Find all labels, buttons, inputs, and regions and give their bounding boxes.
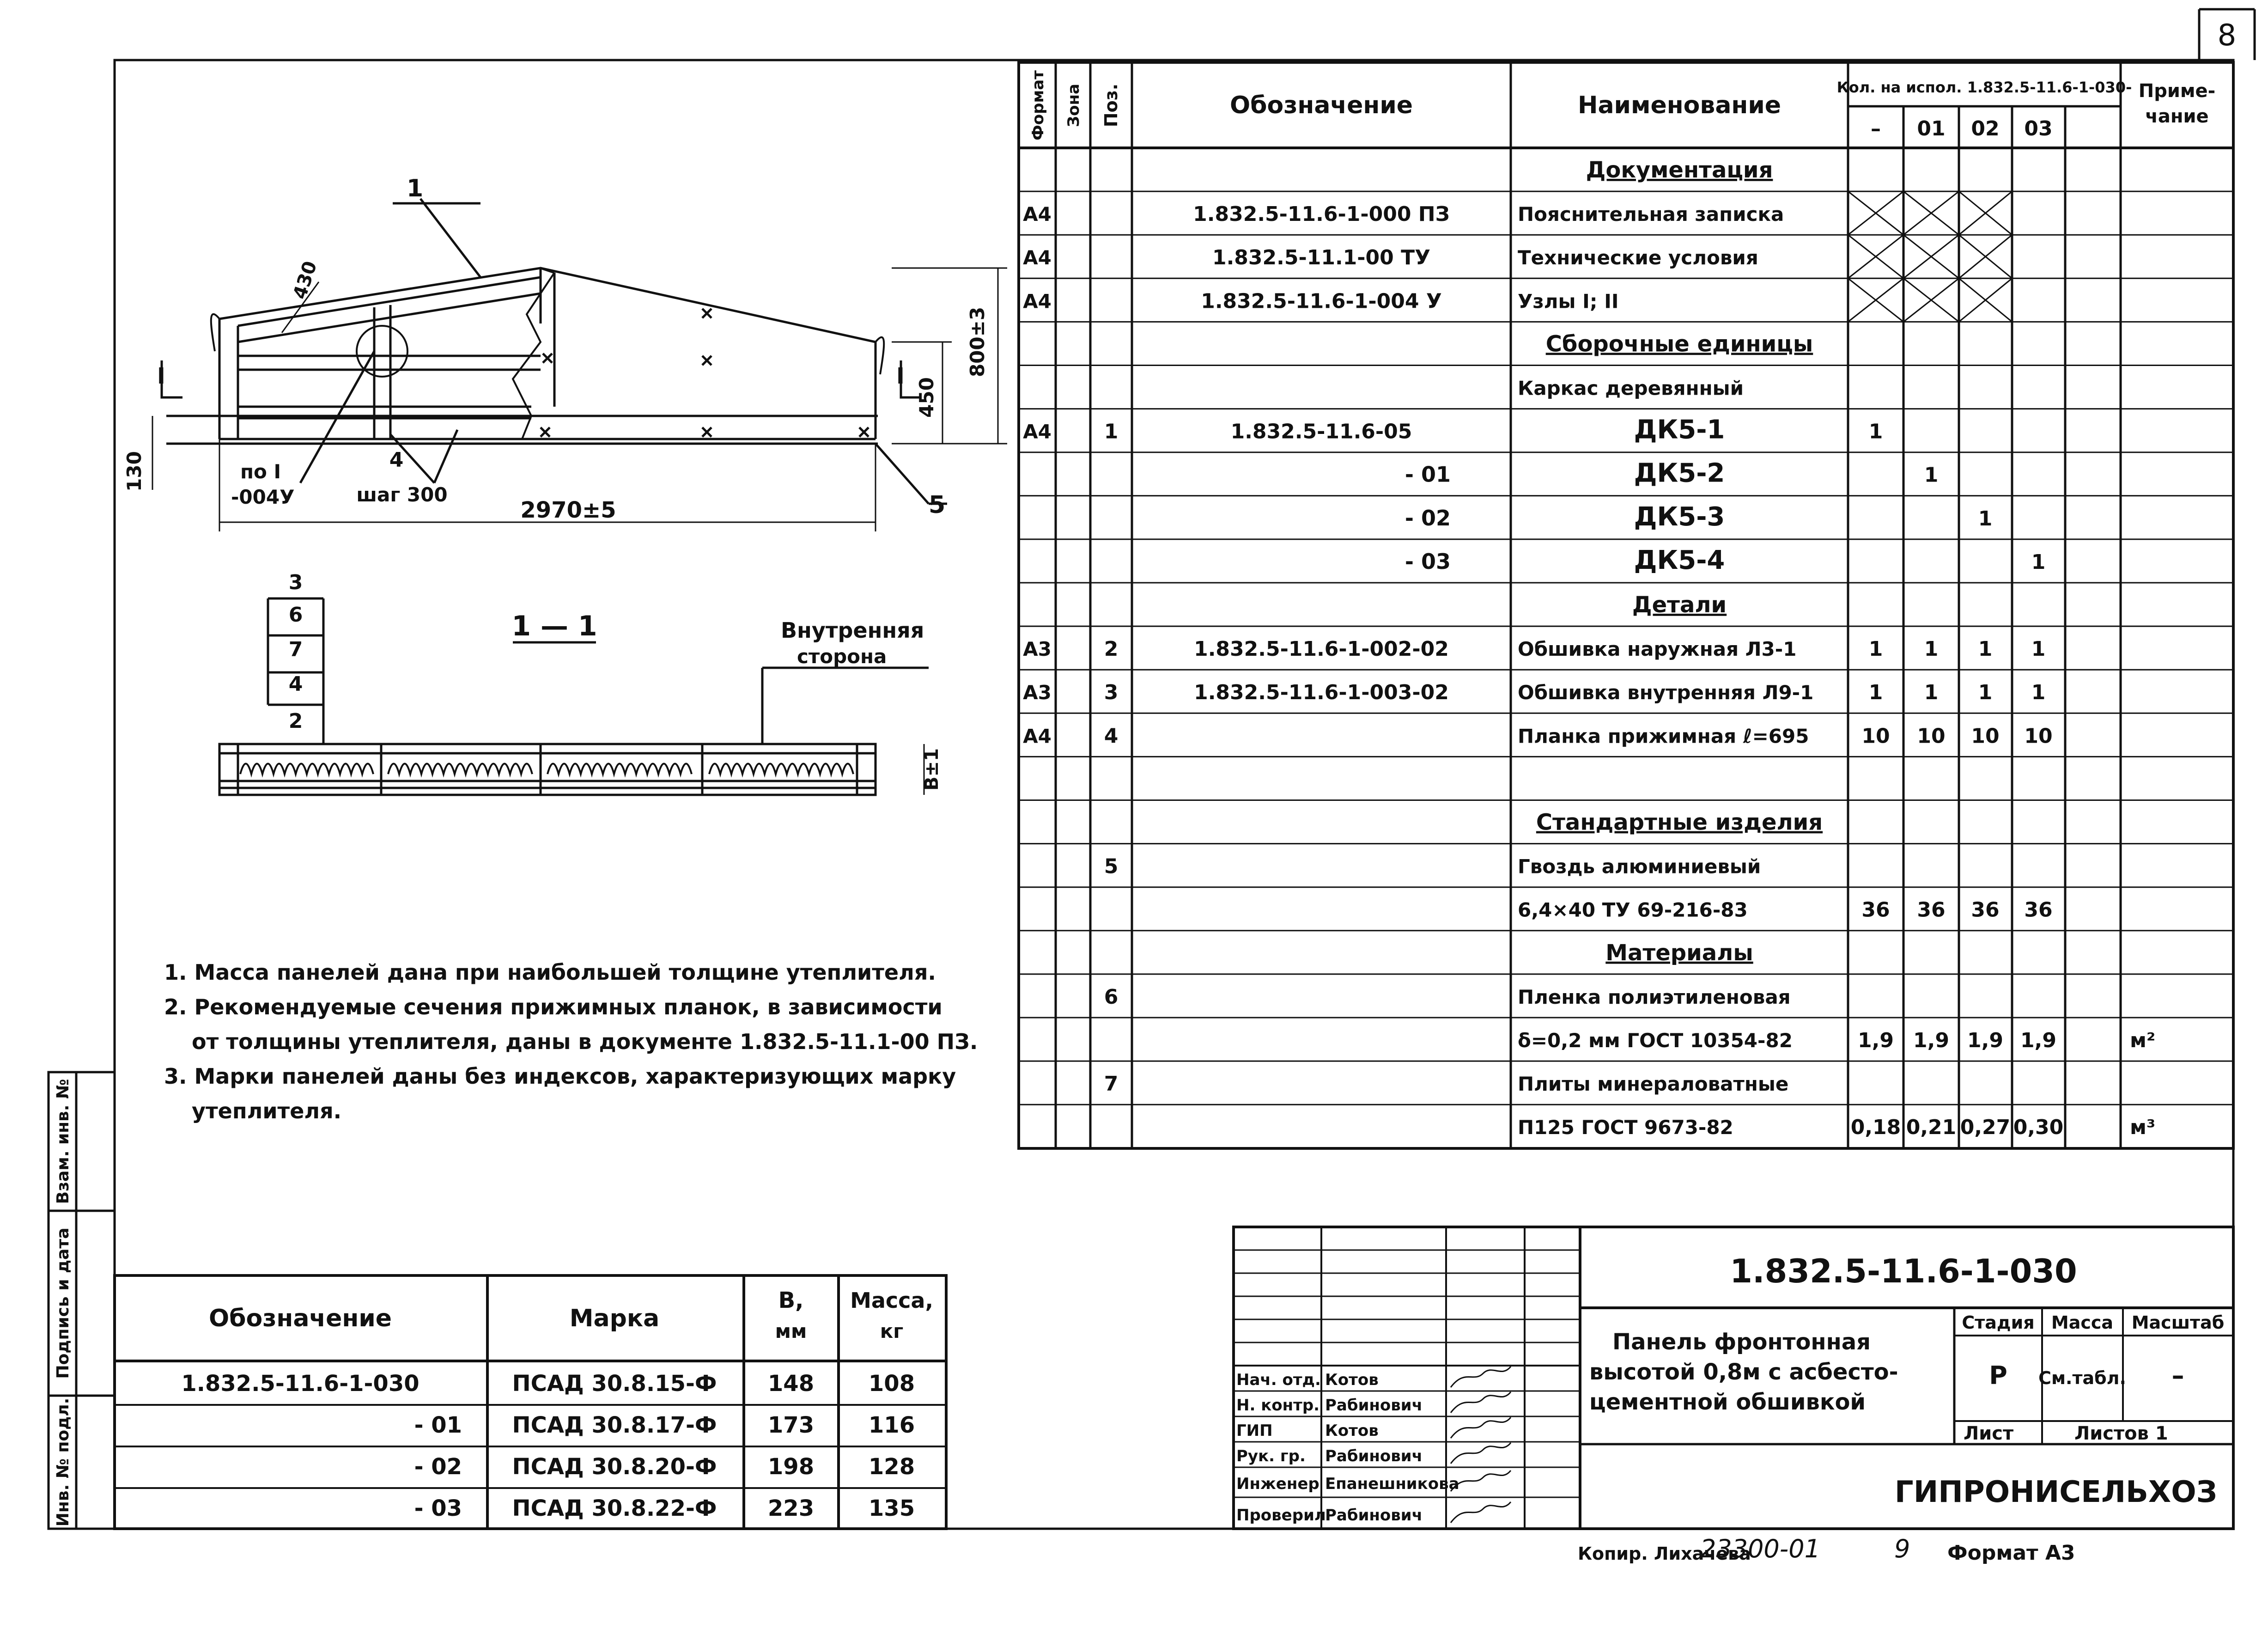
signature-name: Епанешникова [1325,1475,1459,1493]
callout-4: 4 [389,448,404,472]
spec-pos: 7 [1104,1072,1119,1096]
spec-table-rows [1019,157,2233,1148]
dim-130: 130 [123,451,146,492]
page-number: 8 [2217,18,2237,53]
spec-qty: 1,9 [1858,1028,1894,1052]
dim-2970: 2970±5 [520,497,616,523]
spec-format: А3 [1023,638,1052,661]
node-ref-line1: по I [240,460,281,483]
signature-name: Рабинович [1325,1447,1423,1465]
spec-qty: 1 [2031,681,2046,705]
spec-pos: 4 [1104,724,1119,748]
spec-qty: 36 [1917,898,1946,922]
spec-section-title: Материалы [1605,940,1753,966]
note-3-cont: утеплителя. [192,1098,342,1123]
spec-row [1019,724,2233,757]
signature-role: Н. контр. [1236,1396,1320,1415]
marks-mass: 135 [868,1495,915,1521]
spec-name: Пленка полиэтиленовая [1518,985,1791,1008]
spec-name: Обшивка наружная Л3-1 [1518,638,1797,661]
spec-name: δ=0,2 мм ГОСТ 10354-82 [1518,1029,1793,1052]
spec-qty: 1 [1978,506,1993,531]
spec-qty: 1 [1978,681,1993,705]
spec-note: м³ [2130,1116,2156,1140]
marks-designation: - 01 [414,1412,462,1438]
spec-qty: 36 [1861,898,1890,922]
organization: ГИПРОНИСЕЛЬХОЗ [1894,1475,2218,1509]
callout-5: 5 [929,491,946,519]
spec-designation: 1.832.5-11.6-1-003-02 [1194,681,1449,705]
spec-header-name: Наименование [1577,92,1782,119]
spec-header-note-2: чание [2145,106,2209,127]
signature-role: ГИП [1236,1422,1273,1440]
spec-qty: 10 [1861,724,1890,748]
marks-mass: 108 [868,1371,915,1397]
signature-name: Котов [1325,1422,1379,1440]
signature-block [1236,1367,1511,1525]
spec-format: А4 [1023,290,1052,313]
spec-section-title: Документация [1586,157,1773,183]
thickness-label: B±1 [921,748,942,791]
spec-pos: 5 [1104,854,1119,879]
signature-role: Инженер [1236,1475,1319,1493]
spec-qty: 1 [1978,637,1993,661]
spec-designation: 1.832.5-11.6-1-000 ПЗ [1193,202,1450,226]
spec-header-format: Формат [1029,70,1047,140]
spec-header-note-1: Приме- [2138,80,2216,102]
spec-designation: - 02 [1405,505,1451,531]
marks-mark: ПСАД 30.8.22-Ф [512,1495,717,1521]
note-2-cont: от толщины утеплителя, даны в документе 1.832.5-11.1-00 ПЗ. [192,1029,978,1054]
handwritten-signature [1451,1417,1511,1438]
spec-row [1019,855,2233,887]
sheets-label: Листов 1 [2074,1423,2168,1444]
signature-role: Нач. отд. [1236,1371,1321,1389]
spec-qty: 10 [1971,724,2000,748]
spec-row [1019,592,2233,626]
stage-value: Р [1989,1361,2007,1390]
spec-name: Планка прижимная ℓ=695 [1518,725,1809,748]
section-title: 1 — 1 [511,610,597,642]
spec-format: А4 [1023,725,1052,748]
spec-qty: 1 [1924,637,1939,661]
spec-row [1019,1116,2233,1148]
marks-header-mark: Марка [569,1305,660,1332]
note-3: 3. Марки панелей даны без индексов, характеризующих марку [164,1064,956,1089]
handwritten-signature [1451,1502,1511,1523]
marks-mark: ПСАД 30.8.17-Ф [512,1412,717,1438]
marks-header-mass-unit: кг [880,1320,904,1342]
handwritten-signature [1451,1470,1511,1491]
spec-qty: 1,9 [1913,1028,1949,1052]
spec-pos: 1 [1104,420,1119,444]
sheet-frame [115,9,2255,1529]
spec-qty: 1 [1868,637,1883,661]
section-mark-right: I [896,363,905,389]
marks-header-designation: Обозначение [208,1305,392,1332]
spec-header-pos: Поз. [1101,83,1121,128]
spec-name: ДК5-4 [1634,545,1725,575]
handwritten-signature [1451,1392,1511,1413]
scale-value: – [2171,1361,2184,1390]
spec-designation: 1.832.5-11.6-05 [1230,420,1412,444]
spec-row [1019,415,2233,452]
spec-row [1019,940,2233,974]
copied-by: Копир. Лихачева [1578,1544,1751,1564]
spec-row [1019,191,2233,235]
title-line-1: Панель фронтонная [1612,1329,1871,1355]
dim-450: 450 [915,377,938,418]
spec-name: ДК5-3 [1634,501,1725,532]
spec-row [1019,1029,2233,1061]
marks-header-mass: Масса, [850,1288,933,1313]
marks-b: 148 [767,1371,815,1397]
spec-qty: 10 [1917,724,1946,748]
note-2: 2. Рекомендуемые сечения прижимных планок, в зависимости [164,994,942,1019]
spec-format: А4 [1023,420,1052,443]
spec-pos: 6 [1104,985,1119,1009]
spec-qty: 0,27 [1960,1116,2011,1140]
spec-qty: 1 [1868,681,1883,705]
spec-format: А3 [1023,681,1052,704]
marks-mass: 128 [868,1454,915,1480]
spec-qty: 0,18 [1850,1116,1901,1140]
spec-qty: 1 [1924,681,1939,705]
spec-format: А4 [1023,246,1052,269]
spec-name: Обшивка внутренняя Л9-1 [1518,681,1814,704]
spec-row [1019,898,2233,931]
marks-designation: 1.832.5-11.6-1-030 [181,1371,420,1397]
spec-header-qty-3: 03 [2024,117,2053,140]
layer-callout-2: 2 [288,709,303,733]
spec-format: А4 [1023,203,1052,226]
spec-header-zone: Зона [1064,84,1083,127]
spec-designation: 1.832.5-11.1-00 ТУ [1212,246,1431,270]
spec-pos: 2 [1104,637,1119,661]
format-label: Формат А3 [1947,1541,2075,1565]
spec-qty: 0,30 [2013,1116,2064,1140]
spec-qty: 1 [1924,463,1939,487]
side-label-signature: Подпись и дата [54,1227,73,1379]
signature-role: Рук. гр. [1236,1447,1306,1465]
spec-qty: 10 [2024,724,2053,748]
spec-qty: 36 [2024,898,2053,922]
title-line-2: высотой 0,8м с асбесто- [1589,1359,1898,1385]
marks-header-b-unit: мм [775,1320,807,1342]
title-line-3: цементной обшивкой [1589,1389,1866,1415]
spec-section-title: Детали [1632,592,1727,618]
spec-designation: - 03 [1405,549,1451,574]
spec-pos: 3 [1104,681,1119,705]
marks-designation: - 02 [414,1454,462,1480]
spec-header-qty-0: – [1871,117,1881,140]
spec-qty: 36 [1971,898,2000,922]
inner-side-line1: Внутренняя [781,618,924,643]
stage-label: Стадия [1962,1312,2035,1333]
marks-b: 198 [767,1454,815,1480]
note-1: 1. Масса панелей дана при наибольшей толщине утеплителя. [164,960,936,985]
spec-row [1019,458,2233,496]
spec-qty: 1,9 [1967,1028,2003,1052]
mass-value: См.табл. [2038,1368,2126,1388]
spec-row [1019,502,2233,539]
spec-header-qty-1: 01 [1917,117,1946,140]
spec-designation: 1.832.5-11.6-1-002-02 [1194,637,1449,661]
spec-name: Гвоздь алюминиевый [1518,855,1761,878]
marks-b: 223 [767,1495,815,1521]
marks-mark: ПСАД 30.8.15-Ф [512,1371,717,1397]
marks-designation: - 03 [414,1495,462,1521]
signature-name: Котов [1325,1371,1379,1389]
spec-name: 6,4×40 ТУ 69-216-83 [1518,898,1748,921]
order-number: 23300-01 [1700,1534,1820,1563]
marks-mass: 116 [868,1412,915,1438]
order-sheet: 9 [1894,1534,1910,1563]
spec-qty: 0,21 [1906,1116,1957,1140]
marks-b: 173 [767,1412,815,1438]
spec-name: ДК5-2 [1634,458,1725,488]
spec-row [1019,278,2233,322]
callout-1: 1 [407,175,424,202]
spec-name: П125 ГОСТ 9673-82 [1518,1116,1733,1139]
signature-name: Рабинович [1325,1396,1423,1415]
handwritten-signature [1451,1367,1511,1387]
marks-header-b: B, [778,1287,804,1313]
spec-header-designation: Обозначение [1229,92,1413,119]
node-ref-line2: -004У [231,486,295,508]
scale-label: Масштаб [2131,1312,2225,1333]
spec-designation: - 01 [1405,462,1451,487]
spec-row [1019,545,2233,583]
spec-name: Технические условия [1518,246,1758,269]
signature-name: Рабинович [1325,1506,1423,1525]
spec-name: Каркас деревянный [1518,377,1744,400]
spec-row [1019,681,2233,713]
notes [164,960,978,1123]
sheet-label: Лист [1964,1423,2014,1444]
spec-name: Узлы I; II [1518,290,1619,313]
layer-callout-3: 3 [288,571,303,594]
layer-callout-6: 6 [288,603,303,627]
spec-header-qty-group: Кол. на испол. 1.832.5-11.6-1-030- [1836,79,2132,96]
layer-callout-4: 4 [288,672,303,696]
spec-designation: 1.832.5-11.6-1-004 У [1201,289,1442,313]
spec-name: ДК5-1 [1634,415,1725,445]
spec-row [1019,637,2233,670]
spec-row [1019,235,2233,278]
spec-qty: 1,9 [2020,1028,2056,1052]
spec-section-title: Сборочные единицы [1545,331,1813,357]
mass-label: Масса [2051,1312,2114,1333]
spec-row [1019,1072,2233,1104]
dim-800: 800±3 [966,306,989,378]
spec-row [1019,157,2233,191]
side-label-replace: Взам. инв. № [54,1079,73,1204]
inner-side-line2: сторона [797,645,887,668]
spec-row [1019,985,2233,1018]
spec-header-qty-2: 02 [1971,117,2000,140]
spec-qty: 1 [2031,550,2046,574]
spec-row [1019,809,2233,843]
spec-name: Пояснительная записка [1518,203,1784,226]
handwritten-signature [1451,1443,1511,1464]
layer-callout-7: 7 [288,638,303,661]
spec-qty: 1 [1868,420,1883,444]
spec-row [1019,377,2233,409]
spec-qty: 1 [2031,637,2046,661]
spec-name: Плиты минераловатные [1518,1073,1789,1096]
spec-section-title: Стандартные изделия [1536,809,1823,836]
document-code: 1.832.5-11.6-1-030 [1730,1252,2077,1290]
side-label-inv: Инв. № подл. [54,1397,73,1527]
signature-role: Проверил [1236,1506,1326,1525]
spec-note: м² [2130,1028,2156,1052]
spec-row [1019,331,2233,365]
dim-430: 430 [289,258,322,302]
step-label: шаг 300 [356,483,448,506]
section-mark-left: I [157,363,165,389]
marks-mark: ПСАД 30.8.20-Ф [512,1454,717,1480]
